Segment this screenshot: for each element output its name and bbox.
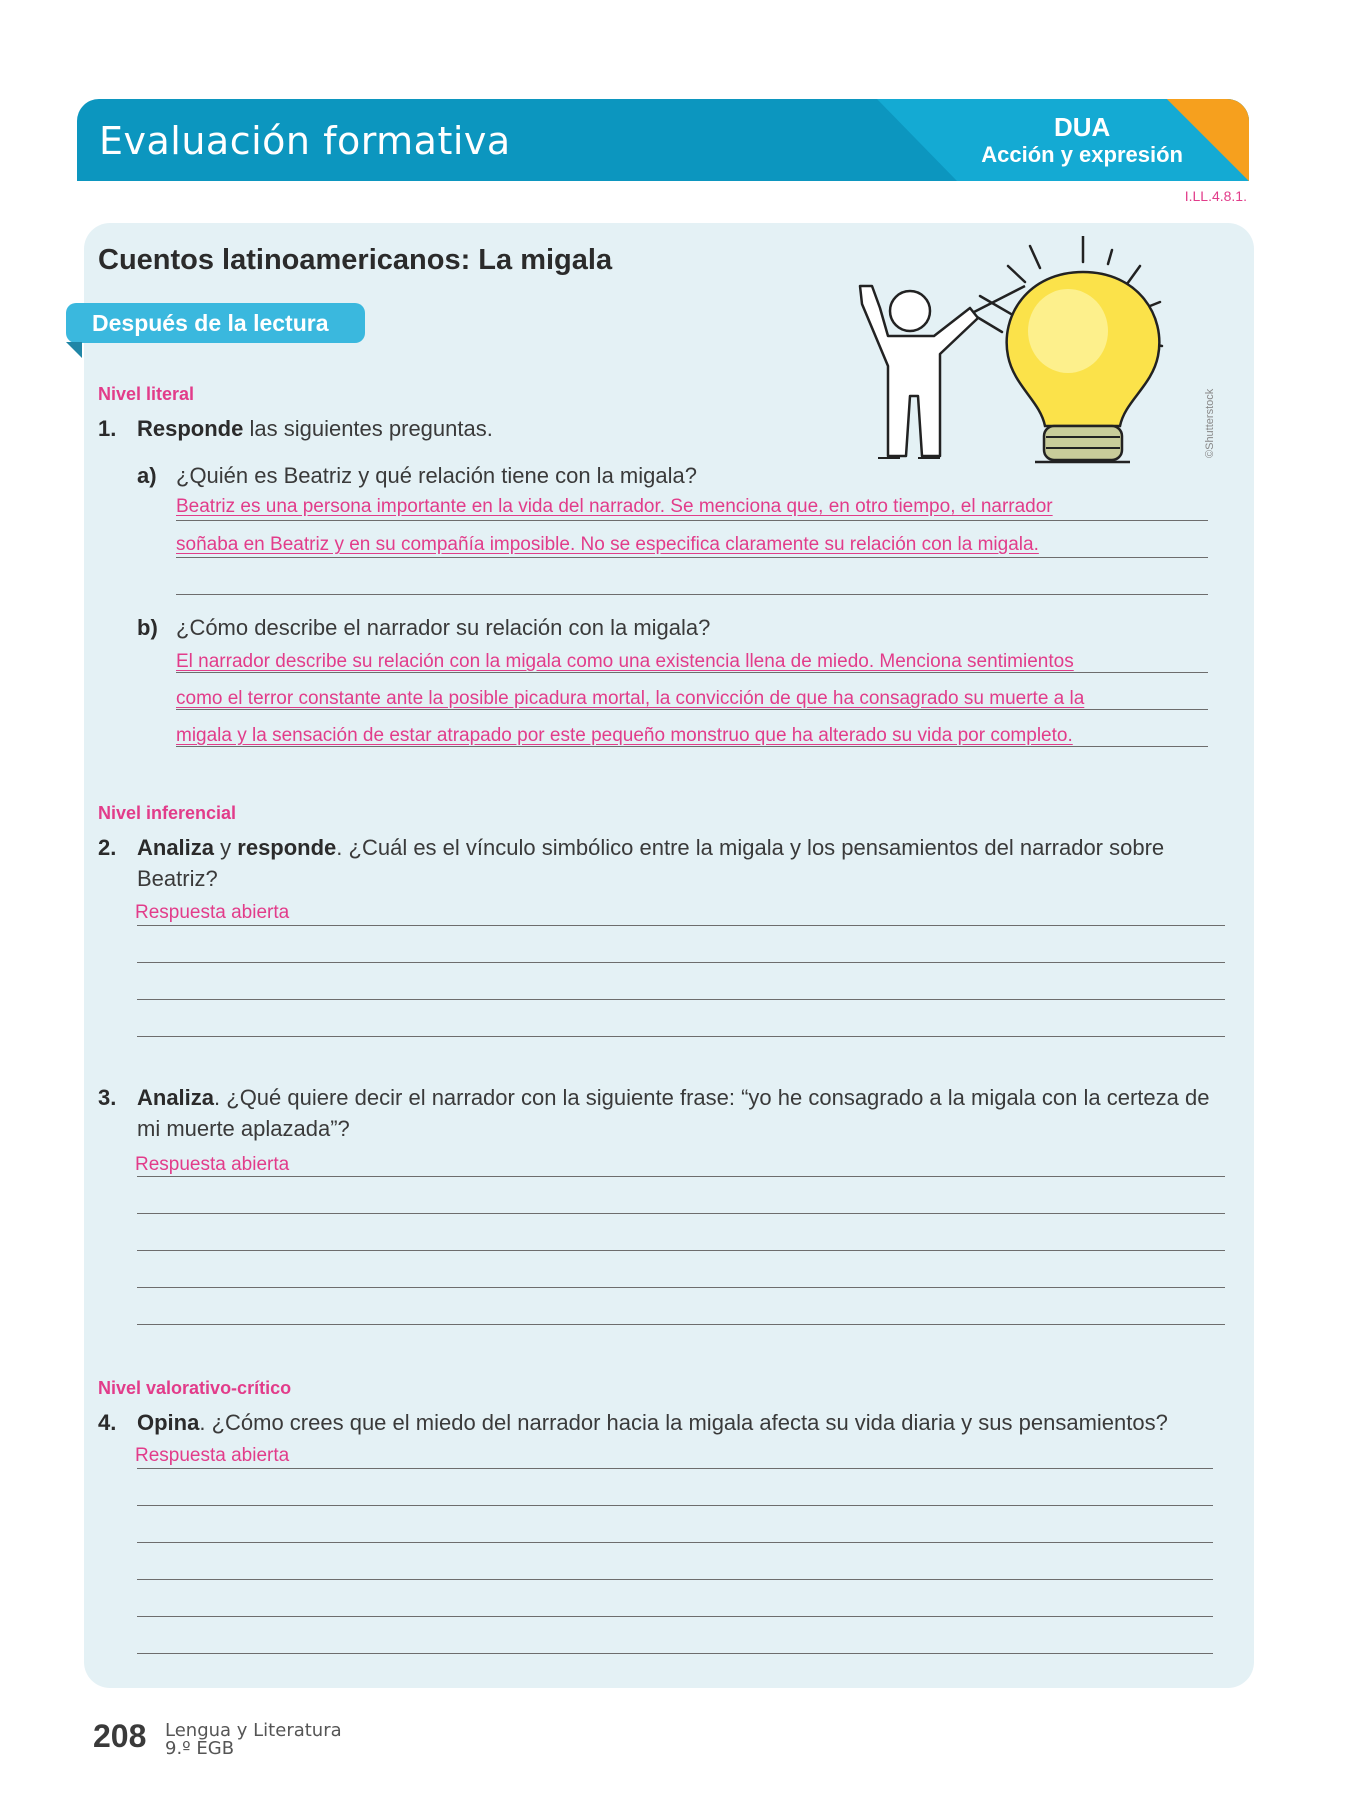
question-4-verb: Opina (137, 1410, 200, 1435)
question-1-verb: Responde (137, 416, 244, 441)
question-3-number: 3. (98, 1085, 117, 1110)
page-title: Evaluación formativa (99, 119, 511, 163)
footer-subject (165, 1722, 342, 1758)
question-1a-label: a) (137, 463, 157, 488)
answer-line (137, 1468, 1213, 1469)
question-2-text (137, 832, 1232, 863)
header-banner (77, 99, 1249, 181)
question-2-mid: y (214, 835, 238, 860)
answer-1b-line-3: migala y la sensación de estar atrapado por este pequeño monstruo que ha alterado su vida por completo. (176, 725, 1073, 746)
answer-line (137, 1505, 1213, 1506)
dua-subtitle: Acción y expresión (981, 142, 1183, 167)
photo-credit: ©Shutterstock (1204, 388, 1216, 458)
question-2-rest: . ¿Cuál es el vínculo simbólico entre la migala y los pensamientos del narrador sobre (336, 835, 1165, 860)
question-1-text (137, 413, 493, 444)
answer-line (137, 1653, 1213, 1654)
question-4-number: 4. (98, 1410, 117, 1435)
question-4-text (137, 1407, 1168, 1438)
answer-line (137, 999, 1225, 1000)
question-3-text (137, 1082, 1237, 1113)
question-1-rest: las siguientes preguntas. (243, 416, 493, 441)
page-number: 208 (93, 1718, 147, 1754)
question-3-text-line-2: mi muerte aplazada”? (137, 1116, 350, 1141)
answer-3: Respuesta abierta (135, 1154, 290, 1175)
level-literal: Nivel literal (98, 384, 195, 404)
question-2-text-line-2: Beatriz? (137, 866, 218, 891)
footer-subject-name: Lengua y Literatura (165, 1720, 342, 1741)
answer-line (176, 557, 1208, 558)
section-title: Cuentos latinoamericanos: La migala (98, 244, 613, 276)
question-1b-text: ¿Cómo describe el narrador su relación con la migala? (176, 615, 711, 640)
answer-line (137, 1324, 1225, 1325)
answer-line (137, 1579, 1213, 1580)
question-3-verb: Analiza (137, 1085, 215, 1110)
question-4-rest: . ¿Cómo crees que el miedo del narrador hacia la migala afecta su vida diaria y sus pensamientos? (199, 1410, 1168, 1435)
answer-line (176, 594, 1208, 595)
answer-line (137, 1616, 1213, 1617)
answer-line (137, 1250, 1225, 1251)
answer-line (137, 1213, 1225, 1214)
question-1-number: 1. (98, 416, 117, 441)
level-inferencial: Nivel inferencial (98, 803, 237, 823)
level-valorativo: Nivel valorativo-crítico (98, 1378, 292, 1398)
footer-grade: 9.º EGB (165, 1738, 235, 1759)
answer-line (137, 1542, 1213, 1543)
section-tab: Después de la lectura (66, 303, 365, 343)
answer-line (137, 1287, 1225, 1288)
answer-2: Respuesta abierta (135, 902, 290, 923)
answer-line (137, 962, 1225, 963)
question-2-verb-1: Analiza (137, 835, 215, 860)
question-1a-text: ¿Quién es Beatriz y qué relación tiene con la migala? (176, 463, 697, 488)
answer-line (137, 1036, 1225, 1037)
answer-1a-line-1: Beatriz es una persona importante en la vida del narrador. Se menciona que, en otro tiempo, el narrador (176, 496, 1053, 517)
dua-label (981, 113, 1183, 169)
answer-1a-line-2: soñaba en Beatriz y en su compañía imposible. No se especifica claramente su relación con la migala. (176, 534, 1039, 555)
question-2-verb-2: responde (237, 835, 337, 860)
answer-line (137, 925, 1225, 926)
answer-1b-line-2: como el terror constante ante la posible picadura mortal, la convicción de que ha consagrado su muerte a la (176, 688, 1085, 709)
question-3-rest: . ¿Qué quiere decir el narrador con la siguiente frase: “yo he consagrado a la migala con la certeza de (214, 1085, 1210, 1110)
skill-code: I.LL.4.8.1. (1184, 188, 1247, 204)
answer-line (176, 520, 1208, 521)
tab-tail (66, 342, 82, 358)
answer-1b-line-1: El narrador describe su relación con la migala como una existencia llena de miedo. Menciona sentimientos (176, 651, 1074, 672)
question-2-number: 2. (98, 835, 117, 860)
answer-4: Respuesta abierta (135, 1445, 290, 1466)
dua-title: DUA (1053, 112, 1111, 142)
lightbulb-illustration-icon (840, 236, 1185, 476)
answer-line (137, 1176, 1225, 1177)
question-1b-label: b) (137, 615, 158, 640)
